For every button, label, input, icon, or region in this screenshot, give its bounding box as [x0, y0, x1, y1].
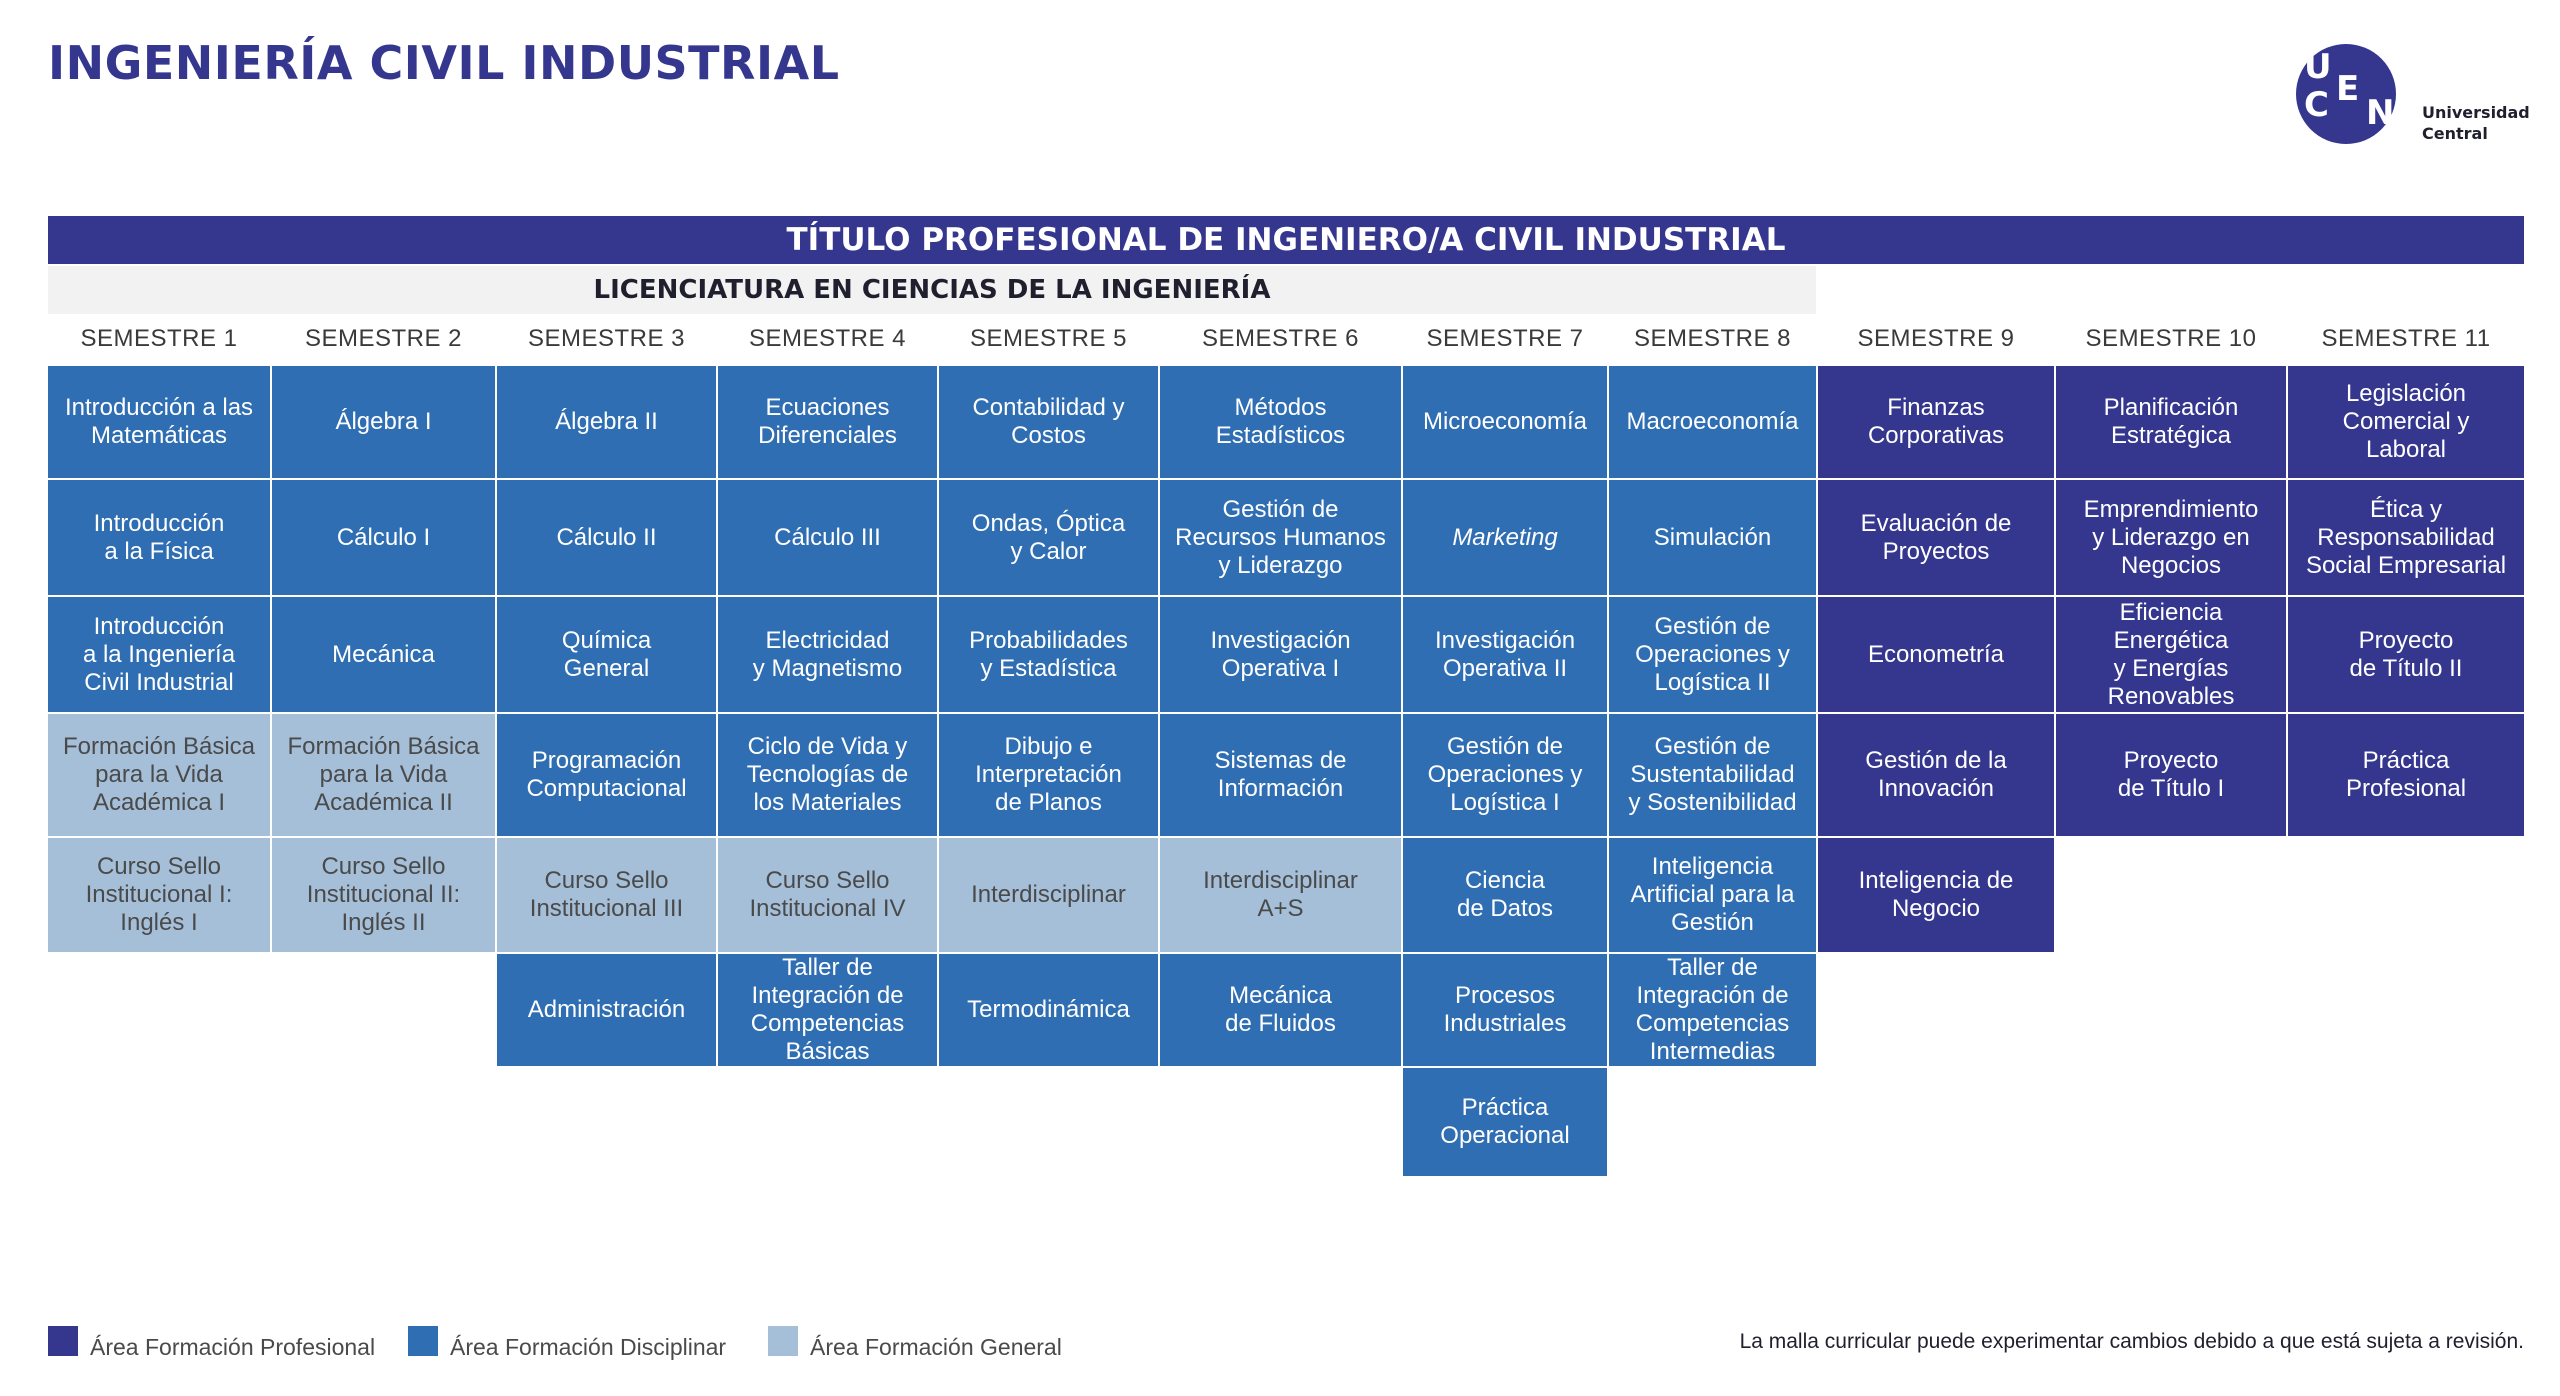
- course-name: Cálculo I: [336, 523, 431, 551]
- course-cell: [2056, 714, 2286, 836]
- course-cell: [1160, 597, 1401, 712]
- course-name: Ética y Responsabilidad Social Empresarial: [2305, 495, 2507, 579]
- course-cell: [1818, 714, 2054, 836]
- course-cell: [272, 714, 495, 836]
- course-name: Mecánica: [332, 640, 435, 668]
- course-name: Gestión de Operaciones y Logística II: [1635, 612, 1790, 696]
- course-cell: [1160, 366, 1401, 478]
- course-cell: [939, 597, 1158, 712]
- semester-header: SEMESTRE 6: [1201, 325, 1360, 352]
- course-name: Inteligencia Artificial para la Gestión: [1630, 853, 1795, 936]
- course-name: Formación Básica para la Vida Académica I: [62, 733, 256, 816]
- course-name: Práctica Operacional: [1440, 1094, 1570, 1149]
- course-cell: [1403, 480, 1607, 595]
- course-cell: [718, 480, 937, 595]
- course-name: Investigación Operativa II: [1434, 626, 1576, 682]
- course-name: Legislación Comercial y Laboral: [2342, 380, 2470, 463]
- course-name: Administración: [527, 996, 686, 1023]
- logo-text-line2: Central: [2422, 124, 2488, 143]
- semester-header: SEMESTRE 7: [1426, 325, 1584, 352]
- logo-letter-c: C: [2304, 85, 2329, 125]
- course-name: Electricidad y Magnetismo: [752, 626, 903, 682]
- course-name: Econometría: [1867, 640, 2005, 668]
- course-cell: [939, 714, 1158, 836]
- course-cell: [1609, 366, 1816, 478]
- course-cell: [2288, 597, 2524, 712]
- course-cell: [272, 838, 495, 952]
- course-cell: [497, 838, 716, 952]
- course-cell: [497, 366, 716, 478]
- disclaimer: La malla curricular puede experimentar cambios debido a que está sujeta a revisión.: [1739, 1330, 2524, 1353]
- course-cell: [1818, 597, 2054, 712]
- course-cell: [1403, 1068, 1607, 1176]
- page-title: INGENIERÍA CIVIL INDUSTRIAL: [48, 36, 840, 90]
- course-name: Mecánica de Fluidos: [1225, 982, 1336, 1037]
- course-cell: [1403, 366, 1607, 478]
- course-cell: [718, 838, 937, 952]
- semester-header: SEMESTRE 3: [527, 325, 686, 352]
- course-cell: [1403, 597, 1607, 712]
- course-name: Termodinámica: [967, 996, 1130, 1023]
- semester-header: SEMESTRE 5: [969, 325, 1128, 352]
- course-cell: [1609, 954, 1816, 1066]
- course-cell: [2288, 366, 2524, 478]
- course-name: Ondas, Óptica y Calor: [971, 509, 1126, 565]
- course-cell: [1403, 954, 1607, 1066]
- course-cell: [1403, 714, 1607, 836]
- semester-header: SEMESTRE 11: [2321, 325, 2491, 352]
- course-name: Gestión de Operaciones y Logística I: [1427, 733, 1583, 816]
- course-cell: [2056, 366, 2286, 478]
- course-name: Cálculo II: [556, 523, 657, 551]
- course-name: Formación Básica para la Vida Académica II: [287, 733, 480, 816]
- course-name: Introducción a la Ingeniería Civil Industrial: [82, 612, 236, 696]
- course-cell: [48, 838, 270, 952]
- course-cell: [1609, 480, 1816, 595]
- course-cell: [1160, 480, 1401, 595]
- course-cell: [939, 366, 1158, 478]
- course-name: Procesos Industriales: [1443, 982, 1567, 1037]
- course-name: Marketing: [1452, 523, 1558, 551]
- course-cell: [272, 480, 495, 595]
- course-name: Interdisciplinar A+S: [1203, 867, 1358, 922]
- course-name: Gestión de Sustentabilidad y Sostenibilidad: [1628, 733, 1797, 816]
- course-cell: [272, 597, 495, 712]
- course-name: Emprendimiento y Liderazgo en Negocios: [2083, 495, 2259, 579]
- semester-header: SEMESTRE 1: [80, 325, 238, 352]
- course-name: Álgebra I: [335, 408, 432, 435]
- course-name: Planificación Estratégica: [2103, 394, 2239, 449]
- course-cell: [1403, 838, 1607, 952]
- course-name: Simulación: [1653, 523, 1772, 551]
- course-name: Sistemas de Información: [1214, 747, 1347, 802]
- logo-text-line1: Universidad: [2422, 103, 2530, 122]
- course-name: Interdisciplinar: [971, 881, 1126, 908]
- course-name: Ciclo de Vida y Tecnologías de los Materiales: [746, 733, 909, 816]
- logo-letter-n: N: [2366, 93, 2395, 133]
- course-name: Proyecto de Título II: [2349, 626, 2463, 682]
- logo-letter-u: U: [2304, 47, 2332, 87]
- course-name: Gestión de Recursos Humanos y Liderazgo: [1175, 495, 1386, 579]
- semester-header: SEMESTRE 2: [304, 325, 463, 352]
- course-name: Álgebra II: [555, 408, 658, 435]
- course-cell: [48, 480, 270, 595]
- legend-swatch: [48, 1326, 78, 1356]
- semester-header: SEMESTRE 8: [1633, 325, 1792, 352]
- course-name: Probabilidades y Estadística: [969, 626, 1128, 682]
- course-name: Dibujo e Interpretación de Planos: [975, 733, 1122, 816]
- course-name: Inteligencia de Negocio: [1858, 867, 2014, 922]
- course-name: Curso Sello Institucional III: [529, 867, 684, 922]
- course-name: Ciencia de Datos: [1456, 867, 1554, 922]
- course-name: Proyecto de Título I: [2117, 747, 2225, 802]
- course-cell: [1818, 838, 2054, 952]
- course-cell: [939, 954, 1158, 1066]
- logo-text: [2422, 102, 2530, 144]
- legend-label: Área Formación Profesional: [90, 1334, 376, 1360]
- course-cell: [48, 597, 270, 712]
- course-name: Macroeconomía: [1626, 408, 1799, 435]
- legend-swatch: [768, 1326, 798, 1356]
- course-name: Química General: [561, 626, 652, 682]
- course-cell: [1160, 838, 1401, 952]
- course-name: Evaluación de Proyectos: [1860, 509, 2012, 565]
- course-cell: [718, 366, 937, 478]
- course-name: Investigación Operativa I: [1210, 626, 1351, 682]
- course-cell: [48, 714, 270, 836]
- course-name: Taller de Integración de Competencias Intermedias: [1635, 954, 1790, 1065]
- course-cell: [1609, 714, 1816, 836]
- course-cell: [2056, 597, 2286, 712]
- course-name: Práctica Profesional: [2345, 747, 2467, 802]
- course-cell: [497, 597, 716, 712]
- legend-label: Área Formación Disciplinar: [450, 1334, 727, 1360]
- course-name: Gestión de la Innovación: [1865, 747, 2007, 802]
- legend-label: Área Formación General: [810, 1334, 1062, 1360]
- course-cell: [1160, 714, 1401, 836]
- course-name: Cálculo III: [774, 523, 881, 551]
- course-cell: [2056, 480, 2286, 595]
- logo-letter-e: E: [2336, 69, 2360, 109]
- course-cell: [1818, 366, 2054, 478]
- course-name: Contabilidad y Costos: [972, 394, 1125, 449]
- course-name: Taller de Integración de Competencias Básicas: [750, 954, 905, 1065]
- course-name: Microeconomía: [1422, 408, 1588, 435]
- course-cell: [939, 480, 1158, 595]
- course-name: Métodos Estadísticos: [1215, 394, 1346, 449]
- course-cell: [497, 954, 716, 1066]
- licentiate-banner: LICENCIATURA EN CIENCIAS DE LA INGENIERÍA: [48, 266, 1816, 314]
- university-logo: [2296, 44, 2536, 154]
- semester-header: SEMESTRE 9: [1857, 325, 2015, 352]
- semester-header: SEMESTRE 4: [748, 325, 907, 352]
- course-cell: [272, 366, 495, 478]
- course-name: Ecuaciones Diferenciales: [758, 394, 897, 449]
- professional-title-banner: TÍTULO PROFESIONAL DE INGENIERO/A CIVIL INDUSTRIAL: [48, 216, 2524, 264]
- course-cell: [718, 597, 937, 712]
- course-cell: [718, 714, 937, 836]
- course-cell: [1160, 954, 1401, 1066]
- course-name: Curso Sello Institucional I: Inglés I: [85, 853, 233, 936]
- course-name: Programación Computacional: [526, 747, 687, 802]
- course-cell: [48, 366, 270, 478]
- course-cell: [1609, 838, 1816, 952]
- course-cell: [2288, 480, 2524, 595]
- legend-swatch: [408, 1326, 438, 1356]
- logo-circle: [2296, 44, 2396, 144]
- course-cell: [1818, 480, 2054, 595]
- course-name: Introducción a la Física: [93, 509, 225, 565]
- course-name: Introducción a las Matemáticas: [64, 394, 254, 449]
- course-cell: [1609, 597, 1816, 712]
- course-cell: [718, 954, 937, 1066]
- course-cell: [497, 714, 716, 836]
- course-cell: [2288, 714, 2524, 836]
- course-name: Curso Sello Institucional II: Inglés II: [306, 853, 461, 936]
- course-cell: [939, 838, 1158, 952]
- course-cell: [497, 480, 716, 595]
- course-name: Eficiencia Energética y Energías Renovables: [2107, 598, 2235, 710]
- course-name: Finanzas Corporativas: [1867, 394, 2005, 449]
- course-name: Curso Sello Institucional IV: [749, 867, 906, 922]
- semester-header: SEMESTRE 10: [2085, 325, 2257, 352]
